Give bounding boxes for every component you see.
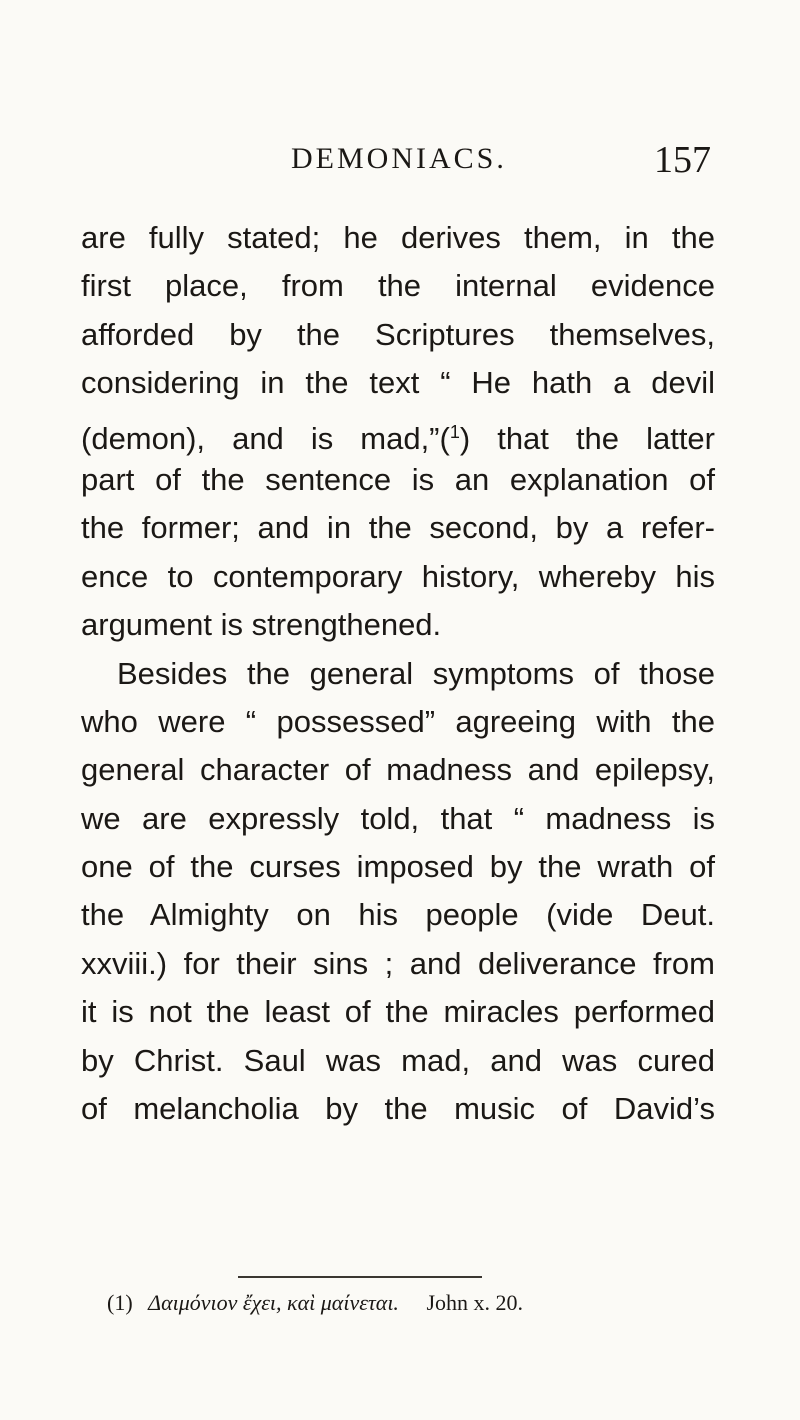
footnote-citation: John x. 20. — [426, 1290, 523, 1315]
text-line: the Almighty on his people (vide Deut. — [81, 897, 715, 933]
footnote-marker: (1) — [107, 1290, 133, 1315]
text-line: by Christ. Saul was mad, and was cured — [81, 1042, 715, 1078]
text-line: ence to contemporary history, whereby his — [81, 558, 715, 594]
running-head — [81, 138, 711, 186]
text-segment: ) that the latter — [459, 420, 715, 456]
footnote-reference[interactable]: 1 — [449, 421, 460, 442]
running-head-title: DEMONIACS. — [291, 142, 507, 175]
text-segment: (demon), and is mad,”( — [81, 420, 450, 456]
text-line-with-footnote-ref — [81, 408, 715, 456]
text-line: are fully stated; he derives them, in the — [81, 220, 715, 255]
text-line: general character of madness and epilepsy, — [81, 752, 715, 788]
text-line: first place, from the internal evidence — [81, 268, 715, 304]
footnote — [107, 1290, 523, 1316]
text-line: one of the curses imposed by the wrath of — [81, 849, 715, 885]
text-line: afforded by the Scriptures themselves, — [81, 316, 715, 352]
text-line: argument is strengthened. — [81, 607, 442, 643]
text-line: it is not the least of the miracles performed — [81, 994, 715, 1030]
page-number: 157 — [654, 139, 711, 181]
text-line: the former; and in the second, by a refer- — [81, 510, 715, 546]
footnote-divider — [238, 1276, 482, 1278]
text-line: of melancholia by the music of David’s — [81, 1091, 715, 1127]
text-line: part of the sentence is an explanation of — [81, 461, 715, 497]
text-line: xxviii.) for their sins ; and deliverance from — [81, 945, 715, 981]
paragraph-start-line: Besides the general symptoms of those — [117, 655, 715, 691]
body-text — [81, 214, 715, 1133]
footnote-greek-quote: Δαιμόνιον ἔχει, καὶ μαίνεται. — [148, 1290, 399, 1315]
text-line: we are expressly told, that “ madness is — [81, 800, 715, 836]
text-line: considering in the text “ He hath a devil — [81, 365, 715, 401]
text-line: who were “ possessed” agreeing with the — [81, 703, 715, 739]
